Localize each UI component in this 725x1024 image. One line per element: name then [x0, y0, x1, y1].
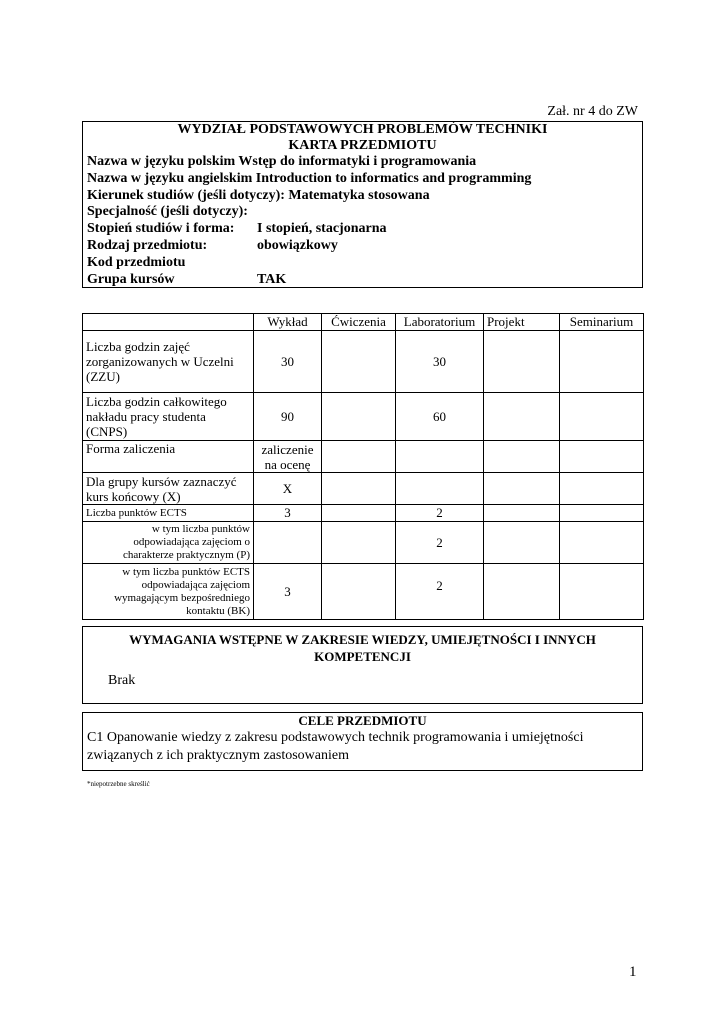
- table-row: [83, 441, 644, 473]
- table-cell: 2: [396, 505, 484, 522]
- card-title: KARTA PRZEDMIOTU: [288, 138, 437, 153]
- objectives-title: CELE PRZEDMIOTU: [298, 713, 427, 728]
- table-header-cell: Projekt: [484, 314, 560, 331]
- table-cell: 90: [254, 393, 322, 441]
- row-label: Forma zaliczenia: [83, 441, 254, 473]
- attachment-note: Zał. nr 4 do ZW: [547, 104, 638, 119]
- table-cell: [322, 441, 396, 473]
- table-header-cell: [83, 314, 254, 331]
- prerequisites-text: Brak: [108, 673, 136, 688]
- course-type-value: obowiązkowy: [257, 237, 338, 253]
- table-header-cell: Laboratorium: [396, 314, 484, 331]
- table-cell: [560, 564, 644, 620]
- prerequisites-title: WYMAGANIA WSTĘPNE W ZAKRESIE WIEDZY, UMIEJĘTNOŚCI I INNYCH KOMPETENCJI: [129, 632, 596, 664]
- table-cell: [396, 473, 484, 505]
- course-code-row: [83, 255, 642, 272]
- table-row: [83, 522, 644, 564]
- table-cell: [484, 393, 560, 441]
- row-label: Liczba punktów ECTS: [83, 505, 254, 522]
- field-of-study: Kierunek studiów (jeśli dotyczy): Matematyka stosowana: [87, 187, 430, 203]
- table-cell: [322, 564, 396, 620]
- table-cell: [396, 441, 484, 473]
- course-type-label: Rodzaj przedmiotu:: [87, 237, 208, 253]
- study-level-label: Stopień studiów i forma:: [87, 221, 235, 237]
- course-group-label: Grupa kursów: [87, 271, 175, 287]
- table-cell: X: [254, 473, 322, 505]
- hours-table: [82, 313, 644, 620]
- study-level-row: [83, 221, 642, 238]
- table-cell: 30: [254, 331, 322, 393]
- name-english: Nazwa w języku angielskim Introduction to informatics and programming: [87, 170, 532, 186]
- table-cell: [322, 473, 396, 505]
- table-cell: [560, 522, 644, 564]
- table-cell: 3: [254, 564, 322, 620]
- table-cell: 60: [396, 393, 484, 441]
- table-header-cell: Ćwiczenia: [322, 314, 396, 331]
- course-code-label: Kod przedmiotu: [87, 254, 186, 270]
- table-cell: 2: [396, 564, 484, 620]
- table-cell: [560, 473, 644, 505]
- table-cell: 3: [254, 505, 322, 522]
- table-header-cell: Seminarium: [560, 314, 644, 331]
- objectives-box: [82, 712, 643, 771]
- table-cell: 2: [396, 522, 484, 564]
- page-number: 1: [629, 964, 637, 980]
- course-group-value: TAK: [257, 271, 287, 287]
- course-type-row: [83, 238, 642, 255]
- table-row: [83, 505, 644, 522]
- table-cell: [560, 505, 644, 522]
- table-cell: 30: [396, 331, 484, 393]
- table-cell: [484, 441, 560, 473]
- table-header-row: [83, 314, 644, 331]
- course-card-box: [82, 121, 643, 288]
- table-cell: [484, 331, 560, 393]
- row-label: Liczba godzin zajęć zorganizowanych w Uczelni (ZZU): [83, 331, 254, 393]
- table-cell: [560, 441, 644, 473]
- study-level-value: I stopień, stacjonarna: [257, 221, 387, 237]
- table-row: [83, 564, 644, 620]
- specialty: Specjalność (jeśli dotyczy):: [87, 204, 248, 220]
- table-cell: [322, 522, 396, 564]
- row-label: Dla grupy kursów zaznaczyć kurs końcowy (X): [83, 473, 254, 505]
- table-cell: [560, 331, 644, 393]
- table-cell: [484, 522, 560, 564]
- table-cell: [322, 393, 396, 441]
- table-cell: [484, 564, 560, 620]
- name-polish: Nazwa w języku polskim Wstęp do informatyki i programowania: [87, 154, 477, 169]
- table-cell: [560, 393, 644, 441]
- table-cell: zaliczenie na ocenę: [254, 441, 322, 473]
- row-label: w tym liczba punktów odpowiadająca zajęciom o charakterze praktycznym (P): [83, 522, 254, 564]
- prerequisites-box: [82, 626, 643, 704]
- footnote: *niepotrzebne skreślić: [87, 780, 150, 788]
- table-cell: [322, 505, 396, 522]
- table-cell: [322, 331, 396, 393]
- course-group-row: [83, 272, 642, 289]
- table-cell: [254, 522, 322, 564]
- table-row: [83, 393, 644, 441]
- table-cell: [484, 473, 560, 505]
- objectives-text: C1 Opanowanie wiedzy z zakresu podstawowych technik programowania i umiejętności związanych z ich praktycznym zastosowaniem: [87, 730, 584, 763]
- table-row: [83, 331, 644, 393]
- faculty-title: WYDZIAŁ PODSTAWOWYCH PROBLEMÓW TECHNIKI: [177, 122, 548, 137]
- table-header-cell: Wykład: [254, 314, 322, 331]
- row-label: Liczba godzin całkowitego nakładu pracy studenta (CNPS): [83, 393, 254, 441]
- table-cell: [484, 505, 560, 522]
- row-label: w tym liczba punktów ECTS odpowiadająca zajęciom wymagającym bezpośredniego kontaktu (BK): [83, 564, 254, 620]
- table-row: [83, 473, 644, 505]
